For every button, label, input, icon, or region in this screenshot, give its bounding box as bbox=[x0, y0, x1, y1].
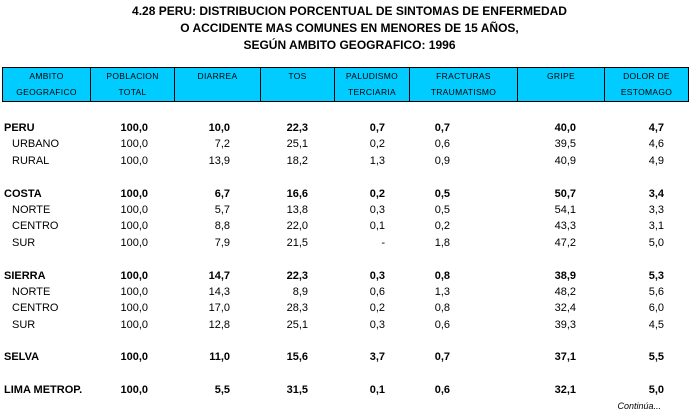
title-line-2: O ACCIDENTE MAS COMUNES EN MENORES DE 15 AÑOS, bbox=[180, 21, 519, 35]
cell-value: 4,6 bbox=[648, 138, 664, 151]
cell-value: 15,6 bbox=[286, 351, 308, 364]
cell-value: 54,1 bbox=[554, 203, 576, 216]
row-label: COSTA bbox=[4, 187, 42, 200]
row-label: PERU bbox=[4, 122, 35, 134]
cell-value: 100,0 bbox=[120, 138, 148, 151]
cell-value: 100,0 bbox=[120, 269, 148, 282]
cell-value: 8,9 bbox=[292, 285, 308, 298]
row-label: CENTRO bbox=[12, 220, 59, 233]
cell-value: 0,8 bbox=[434, 302, 450, 315]
cell-value: 13,8 bbox=[286, 203, 308, 216]
cell-value: 28,3 bbox=[286, 302, 308, 315]
cell-value: 37,1 bbox=[554, 351, 576, 364]
cell-value: 0,8 bbox=[434, 269, 450, 282]
cell-value: 3,3 bbox=[648, 203, 664, 216]
cell-value: 25,1 bbox=[286, 138, 308, 151]
cell-value: 5,5 bbox=[214, 384, 230, 397]
table-row bbox=[2, 349, 692, 365]
table-row bbox=[2, 284, 692, 300]
title-line-1: 4.28 PERU: DISTRIBUCION PORCENTUAL DE SINTOMAS DE ENFERMEDAD bbox=[132, 4, 567, 18]
cell-value: 0,7 bbox=[434, 122, 450, 134]
title-line-3: SEGÚN AMBITO GEOGRAFICO: 1996 bbox=[243, 38, 456, 52]
cell-value: 25,1 bbox=[286, 318, 308, 331]
table-row bbox=[2, 153, 692, 169]
cell-value: 13,9 bbox=[208, 154, 230, 167]
cell-value: 11,0 bbox=[209, 351, 230, 364]
table-row bbox=[2, 202, 692, 218]
cell-value: 3,7 bbox=[369, 351, 385, 364]
continuation-note: Continúa... bbox=[617, 401, 661, 411]
cell-value: 7,9 bbox=[214, 236, 230, 249]
table-title bbox=[0, 3, 699, 54]
row-spacer bbox=[2, 169, 692, 185]
header-poblacion: POBLACION TOTAL bbox=[91, 68, 175, 102]
cell-value: 1,8 bbox=[434, 236, 450, 249]
table-row bbox=[2, 317, 692, 333]
cell-value: 0,7 bbox=[369, 122, 385, 134]
cell-value: 17,0 bbox=[208, 302, 230, 315]
cell-value: 100,0 bbox=[120, 122, 148, 134]
table-body bbox=[2, 120, 692, 399]
cell-value: 39,5 bbox=[554, 138, 576, 151]
cell-value: 48,2 bbox=[554, 285, 576, 298]
cell-value: 22,3 bbox=[286, 122, 308, 134]
cell-value: 100,0 bbox=[120, 384, 148, 397]
cell-value: 0,3 bbox=[369, 318, 385, 331]
row-label: SIERRA bbox=[4, 269, 46, 282]
cell-value: 0,5 bbox=[434, 203, 450, 216]
cell-value: 100,0 bbox=[120, 302, 148, 315]
cell-value: 14,7 bbox=[208, 269, 230, 282]
cell-value: 5,5 bbox=[648, 351, 664, 364]
cell-value: 0,3 bbox=[369, 269, 385, 282]
cell-value: 0,6 bbox=[434, 318, 450, 331]
cell-value: 0,2 bbox=[369, 302, 385, 315]
cell-value: 0,2 bbox=[434, 220, 450, 233]
table-row bbox=[2, 218, 692, 234]
row-label: NORTE bbox=[12, 285, 51, 298]
header-tos: TOS bbox=[261, 68, 335, 102]
cell-value: 6,7 bbox=[214, 187, 230, 200]
cell-value: 0,6 bbox=[434, 384, 450, 397]
cell-value: 43,3 bbox=[554, 220, 576, 233]
cell-value: 12,8 bbox=[208, 318, 230, 331]
cell-value: 6,0 bbox=[648, 302, 664, 315]
cell-value: 32,1 bbox=[554, 384, 576, 397]
cell-value: 100,0 bbox=[120, 154, 148, 167]
cell-value: 21,5 bbox=[286, 236, 308, 249]
header-diarrea: DIARREA bbox=[175, 68, 261, 102]
header-ambito: AMBITO GEOGRAFICO bbox=[3, 68, 91, 102]
cell-value: 1,3 bbox=[369, 154, 385, 167]
cell-value: 31,5 bbox=[286, 384, 308, 397]
cell-value: - bbox=[381, 236, 385, 249]
header-paludismo: PALUDISMO TERCIARIA bbox=[335, 68, 410, 102]
cell-value: 100,0 bbox=[120, 236, 148, 249]
row-label: RURAL bbox=[12, 154, 50, 167]
row-label: SELVA bbox=[4, 351, 40, 364]
table-row bbox=[2, 186, 692, 202]
cell-value: 10,0 bbox=[208, 122, 230, 134]
cell-value: 22,0 bbox=[286, 220, 308, 233]
cell-value: 100,0 bbox=[120, 351, 148, 364]
row-spacer bbox=[2, 366, 692, 382]
cell-value: 0,1 bbox=[369, 384, 385, 397]
cell-value: 3,4 bbox=[648, 187, 664, 200]
cell-value: 1,3 bbox=[434, 285, 450, 298]
cell-value: 14,3 bbox=[208, 285, 230, 298]
cell-value: 50,7 bbox=[554, 187, 576, 200]
cell-value: 40,9 bbox=[554, 154, 576, 167]
table-row bbox=[2, 136, 692, 152]
table-row bbox=[2, 268, 692, 284]
cell-value: 8,8 bbox=[214, 220, 230, 233]
header-gripe: GRIPE bbox=[518, 68, 605, 102]
cell-value: 4,5 bbox=[648, 318, 664, 331]
header-fracturas: FRACTURAS TRAUMATISMO bbox=[410, 68, 518, 102]
cell-value: 0,3 bbox=[369, 203, 385, 216]
cell-value: 40,0 bbox=[554, 122, 576, 134]
row-label: CENTRO bbox=[12, 302, 59, 315]
cell-value: 5,6 bbox=[648, 285, 664, 298]
cell-value: 3,1 bbox=[648, 220, 664, 233]
cell-value: 100,0 bbox=[120, 220, 148, 233]
cell-value: 100,0 bbox=[120, 285, 148, 298]
row-spacer bbox=[2, 251, 692, 267]
table-row bbox=[2, 300, 692, 316]
cell-value: 22,3 bbox=[286, 269, 308, 282]
table-row bbox=[2, 382, 692, 398]
cell-value: 0,2 bbox=[369, 187, 385, 200]
cell-value: 4,7 bbox=[648, 122, 664, 134]
cell-value: 0,1 bbox=[369, 220, 385, 233]
table-row bbox=[2, 120, 692, 136]
cell-value: 0,6 bbox=[369, 285, 385, 298]
cell-value: 18,2 bbox=[286, 154, 308, 167]
header-dolor-estomago: DOLOR DE ESTOMAGO bbox=[605, 68, 689, 102]
cell-value: 0,5 bbox=[434, 187, 450, 200]
cell-value: 0,6 bbox=[434, 138, 450, 151]
cell-value: 16,6 bbox=[286, 187, 308, 200]
cell-value: 100,0 bbox=[120, 187, 148, 200]
row-spacer bbox=[2, 333, 692, 349]
column-header-row bbox=[2, 67, 689, 102]
cell-value: 100,0 bbox=[120, 203, 148, 216]
row-label: SUR bbox=[12, 318, 36, 331]
cell-value: 32,4 bbox=[554, 302, 576, 315]
row-label: URBANO bbox=[12, 138, 60, 151]
cell-value: 100,0 bbox=[120, 318, 148, 331]
row-label: SUR bbox=[12, 236, 36, 249]
cell-value: 4,9 bbox=[648, 154, 664, 167]
cell-value: 0,7 bbox=[434, 351, 450, 364]
cell-value: 39,3 bbox=[554, 318, 576, 331]
cell-value: 0,9 bbox=[434, 154, 450, 167]
cell-value: 47,2 bbox=[554, 236, 576, 249]
row-label: LIMA METROP. bbox=[4, 384, 83, 397]
cell-value: 5,0 bbox=[648, 384, 664, 397]
table-row bbox=[2, 235, 692, 251]
cell-value: 5,7 bbox=[214, 203, 230, 216]
cell-value: 5,3 bbox=[648, 269, 664, 282]
row-label: NORTE bbox=[12, 203, 51, 216]
cell-value: 5,0 bbox=[648, 236, 664, 249]
cell-value: 7,2 bbox=[214, 138, 230, 151]
cell-value: 38,9 bbox=[554, 269, 576, 282]
cell-value: 0,2 bbox=[369, 138, 385, 151]
